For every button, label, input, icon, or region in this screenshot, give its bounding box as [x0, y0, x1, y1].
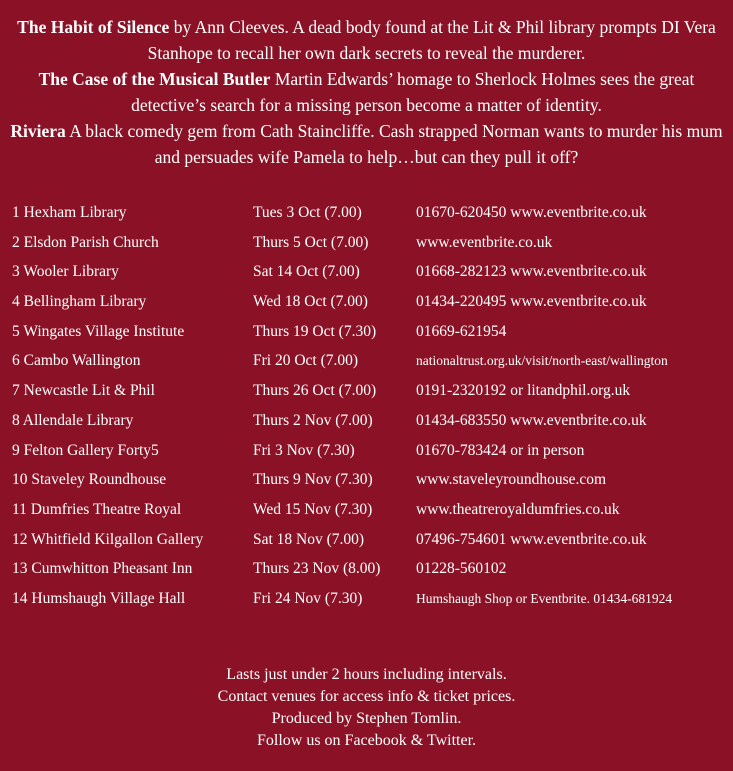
schedule-row [12, 497, 730, 527]
date: Thurs 5 Oct (7.00) [253, 233, 369, 251]
date: Fri 3 Nov (7.30) [253, 441, 355, 459]
play-summary: A black comedy gem from Cath Staincliffe. Cash strapped Norman wants to murder his mum and persuades wife Pamela to help…but can they pull it off? [65, 121, 723, 167]
footer-line: Contact venues for access info & ticket prices. [217, 688, 516, 705]
contact: 0191-2320192 or litandphil.org.uk [416, 382, 631, 400]
contact: www.eventbrite.co.uk [416, 233, 553, 251]
contact: 01668-282123 www.eventbrite.co.uk [416, 263, 647, 281]
venue: 11 Dumfries Theatre Royal [12, 500, 182, 518]
date: Fri 24 Nov (7.30) [253, 589, 363, 607]
schedule-row [12, 438, 730, 468]
schedule-row [12, 348, 730, 378]
venue: 2 Elsdon Parish Church [12, 233, 159, 251]
schedule-row [12, 467, 730, 497]
schedule-row [12, 200, 730, 230]
contact: 07496-754601 www.eventbrite.co.uk [416, 530, 647, 548]
date: Thurs 9 Nov (7.30) [253, 471, 373, 489]
venue: 12 Whitfield Kilgallon Gallery [12, 530, 204, 548]
schedule-row [12, 230, 730, 260]
schedule-row [12, 259, 730, 289]
play-description [0, 14, 733, 66]
date: Tues 3 Oct (7.00) [253, 204, 362, 221]
footer-notes [0, 664, 733, 752]
date: Wed 18 Oct (7.00) [253, 293, 368, 311]
schedule-row [12, 527, 730, 557]
contact: www.staveleyroundhouse.com [416, 471, 607, 489]
date: Thurs 26 Oct (7.00) [253, 382, 377, 400]
contact: Humshaugh Shop or Eventbrite. 01434-681924 [416, 590, 673, 606]
schedule-row [12, 586, 730, 616]
play-title: The Habit of Silence [17, 17, 170, 37]
venue: 5 Wingates Village Institute [12, 322, 185, 340]
footer-line: Follow us on Facebook & Twitter. [256, 732, 477, 749]
contact: 01670-620450 www.eventbrite.co.uk [416, 204, 647, 221]
contact: 01434-220495 www.eventbrite.co.uk [416, 293, 647, 311]
contact: 01434-683550 www.eventbrite.co.uk [416, 411, 647, 429]
schedule-row [12, 556, 730, 586]
contact: nationaltrust.org.uk/visit/north-east/wallington [416, 353, 668, 369]
schedule-row [12, 289, 730, 319]
date: Fri 20 Oct (7.00) [253, 352, 359, 370]
venue: 10 Staveley Roundhouse [12, 471, 167, 489]
venue: 9 Felton Gallery Forty5 [12, 441, 159, 459]
play-title: Riviera [10, 121, 66, 141]
venue: 7 Newcastle Lit & Phil [12, 382, 155, 400]
venue: 1 Hexham Library [12, 204, 127, 221]
play-description [0, 118, 733, 170]
venue: 3 Wooler Library [12, 263, 119, 281]
schedule-row [12, 319, 730, 349]
tour-schedule [12, 200, 730, 616]
schedule-row [12, 378, 730, 408]
contact: 01228-560102 [416, 560, 507, 578]
date: Thurs 19 Oct (7.30) [253, 322, 377, 340]
contact: www.theatreroyaldumfries.co.uk [416, 500, 620, 518]
play-descriptions [0, 14, 733, 170]
venue: 4 Bellingham Library [12, 293, 147, 311]
contact: 01670-783424 or in person [416, 441, 585, 459]
date: Sat 18 Nov (7.00) [253, 530, 365, 548]
play-description [0, 66, 733, 118]
schedule-row [12, 408, 730, 438]
venue: 6 Cambo Wallington [12, 352, 141, 370]
play-title: The Case of the Musical Butler [38, 69, 271, 89]
date: Sat 14 Oct (7.00) [253, 263, 360, 281]
date: Thurs 2 Nov (7.00) [253, 411, 373, 429]
play-summary: Martin Edwards’ homage to Sherlock Holmes sees the great detective’s search for a missing person become a matter of identity. [131, 69, 695, 115]
contact: 01669-621954 [416, 322, 507, 340]
date: Wed 15 Nov (7.30) [253, 500, 373, 518]
footer-line: Produced by Stephen Tomlin. [271, 710, 462, 727]
venue: 8 Allendale Library [12, 411, 134, 429]
venue: 13 Cumwhitton Pheasant Inn [12, 560, 193, 578]
play-summary: by Ann Cleeves. A dead body found at the Lit & Phil library prompts DI Vera Stanhope to recall her own dark secrets to reveal the murderer. [147, 17, 716, 63]
footer-line: Lasts just under 2 hours including intervals. [226, 666, 507, 683]
venue: 14 Humshaugh Village Hall [12, 589, 186, 607]
date: Thurs 23 Nov (8.00) [253, 560, 381, 578]
